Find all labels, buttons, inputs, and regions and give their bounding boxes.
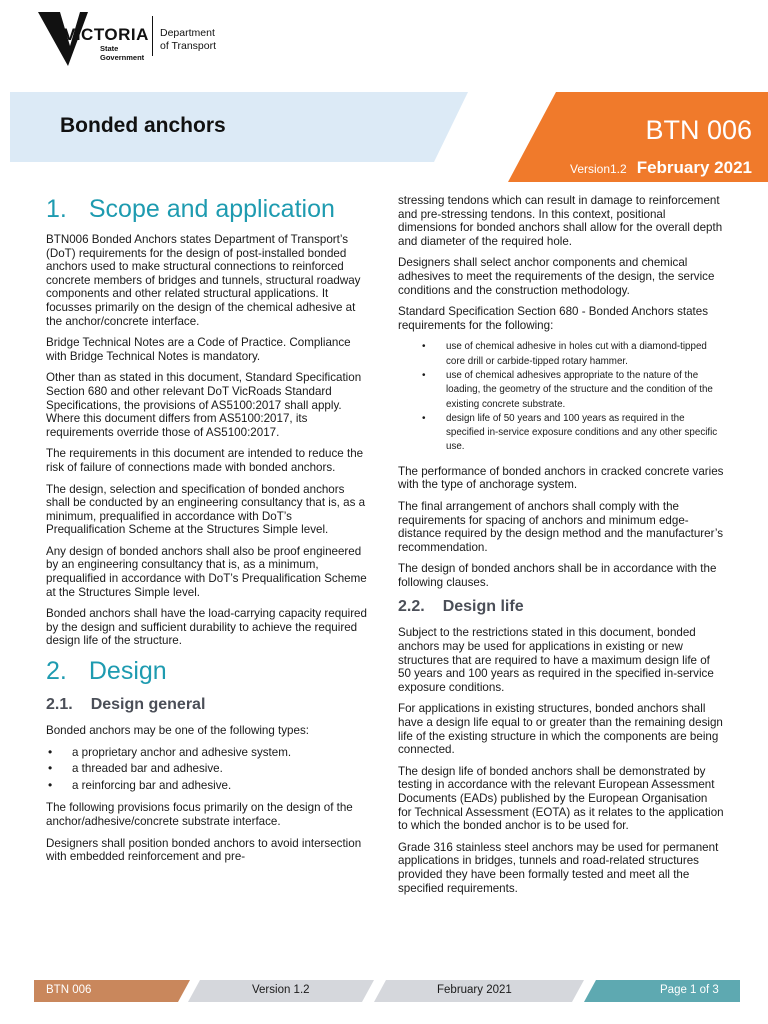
paragraph: The following provisions focus primarily on the design of the anchor/adhesive/concrete substrate interface.	[46, 801, 353, 828]
page-footer	[34, 980, 740, 1002]
logo-divider	[152, 16, 153, 56]
list-item: • a reinforcing bar and adhesive.	[46, 779, 368, 793]
logo-sub-state: State	[100, 44, 119, 53]
logo-sub-government: Government	[100, 53, 145, 62]
victoria-logo-mark	[38, 12, 149, 66]
date-label: February 2021	[636, 158, 752, 177]
section-2-title: Design	[88, 657, 167, 686]
footer-version: Version 1.2	[252, 984, 310, 996]
paragraph: stressing tendons which can result in damage to reinforcement and pre-stressing tendons. In this context, positional dimensions for bonded anchors shall allow for the overall depth and diameter of the required hole.	[398, 194, 723, 248]
list-item: • use of chemical adhesive in holes cut with a diamond-tipped core drill or carbide-tipped rotary hammer.	[418, 340, 724, 369]
version-label: Version1.2	[569, 162, 627, 176]
section-1-number: 1.	[46, 195, 67, 223]
paragraph: Designers shall select anchor components and chemical adhesives to meet the requirements of the design, the service conditions and the construction methodology.	[398, 256, 715, 297]
paragraph: Designers shall position bonded anchors to avoid intersection with embedded reinforcement and pre-	[46, 836, 362, 864]
version-line	[570, 158, 752, 178]
paragraph: The requirements in this document are intended to reduce the risk of failure of connections made with bonded anchors.	[46, 447, 364, 474]
section-1-heading	[46, 194, 368, 224]
anchor-types-list	[46, 746, 368, 793]
requirements-list	[418, 340, 724, 454]
section-2-2-number: 2.2.	[398, 598, 425, 616]
document-title: Bonded anchors	[60, 114, 226, 137]
list-item: • a proprietary anchor and adhesive system.	[46, 746, 368, 760]
section-1-title: Scope and application	[88, 195, 335, 223]
logo-word: VICTORIA	[64, 25, 149, 44]
section-2-heading	[46, 656, 368, 686]
section-2-1-title: Design general	[90, 696, 206, 714]
section-2-2-heading	[398, 597, 724, 617]
paragraph: Other than as stated in this document, Standard Specification Section 680 and other relevant DoT VicRoads Standard Specifications, the provisions of AS5100:2017 shall apply. Where this document differs from AS5100:2017, its requirements override those of AS5100:2017.	[46, 371, 362, 439]
paragraph: The design, selection and specification of bonded anchors shall be conducted by an engineering consultancy that is, as a minimum, prequalified in accordance with DoT’s Prequalification Scheme at the Structures Simple level.	[46, 482, 366, 537]
right-column	[398, 194, 724, 903]
paragraph: Grade 316 stainless steel anchors may be used for permanent applications in bridges, tunnels and road-related structures provided they have been formally tested and meet all the specified requirements.	[398, 840, 719, 895]
dept-line-1: Department	[160, 27, 215, 39]
paragraph: Standard Specification Section 680 - Bonded Anchors states requirements for the following:	[398, 305, 709, 332]
paragraph: Bridge Technical Notes are a Code of Practice. Compliance with Bridge Technical Notes is mandatory.	[46, 336, 351, 363]
left-column	[46, 194, 368, 872]
list-item: • use of chemical adhesives appropriate to the nature of the loading, the geometry of the structure and the condition of the existing concrete substrate.	[418, 369, 724, 412]
paragraph: For applications in existing structures, bonded anchors shall have a design life equal to or greater than the remaining design life of the existing structure in which the components are being connected.	[398, 702, 723, 757]
footer-date: February 2021	[437, 984, 512, 996]
list-item: • design life of 50 years and 100 years as required in the specified in-service exposure conditions and any other specific use.	[418, 412, 724, 455]
footer-page-number: Page 1 of 3	[660, 984, 719, 996]
section-2-1-number: 2.1.	[46, 696, 73, 714]
list-item: • a threaded bar and adhesive.	[46, 762, 368, 776]
paragraph: The performance of bonded anchors in cracked concrete varies with the type of anchorage system.	[398, 464, 724, 492]
footer-code: BTN 006	[46, 984, 92, 996]
paragraph: The final arrangement of anchors shall comply with the requirements for spacing of anchors and minimum edge-distance required by the design method and the manufacturer’s recommendation.	[398, 499, 724, 554]
section-2-2-title: Design life	[442, 598, 524, 616]
victoria-logo	[38, 12, 149, 66]
department-name	[160, 27, 216, 52]
paragraph: BTN006 Bonded Anchors states Department of Transport’s (DoT) requirements for the design of post-installed bonded anchors used to make structural connections to reinforced concrete members of bridges and tunnels, structural roadway components and other related structural applications. It focusses primarily on the design of the chemical adhesive at the anchor/concrete interface.	[46, 233, 361, 328]
paragraph: Any design of bonded anchors shall also be proof engineered by an engineering consultancy that is, as a minimum, prequalified in accordance with DoT’s Prequalification Scheme at the Structures Simple level.	[46, 544, 367, 599]
paragraph: Bonded anchors shall have the load-carrying capacity required by the design and sufficient durability to achieve the required design life of the structure.	[46, 607, 367, 648]
dept-line-2: of Transport	[160, 39, 217, 52]
section-2-number: 2.	[46, 657, 67, 686]
paragraph: Subject to the restrictions stated in this document, bonded anchors may be used for applications in existing or new structures that are required to have a maximum design life of 50 years and 100 years as required in the specified in-service exposure conditions.	[398, 626, 714, 694]
paragraph: The design of bonded anchors shall be in accordance with the following clauses.	[398, 562, 717, 589]
paragraph: Bonded anchors may be one of the following types:	[46, 724, 309, 738]
document-code: BTN 006	[645, 115, 752, 145]
paragraph: The design life of bonded anchors shall be demonstrated by testing in accordance with the relevant European Assessment Documents (EADs) published by the European Organisation for Technical Assessment (EOTA) as it relates to the application to which the bonded anchor is to be used for.	[398, 764, 724, 833]
logo-sub	[100, 44, 144, 62]
section-2-1-heading	[46, 695, 368, 715]
